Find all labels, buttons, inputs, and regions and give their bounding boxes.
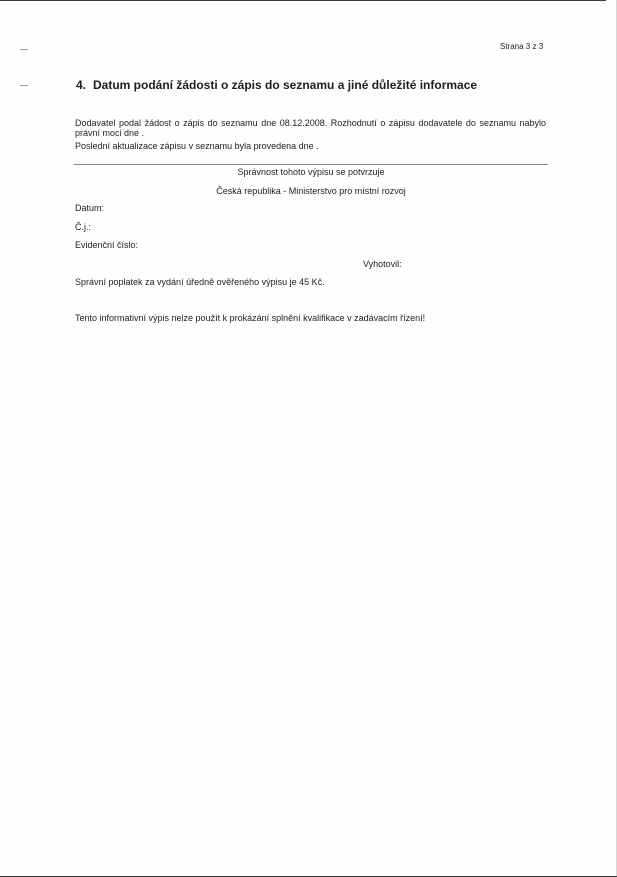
section-heading [76, 78, 477, 92]
date-label: Datum: [75, 203, 105, 213]
scan-margin-mark [20, 85, 28, 86]
page-number: Strana 3 z 3 [500, 42, 544, 51]
qualification-notice: Tento informativní výpis nelze použít k prokázání splnění kvalifikace v zadávacím řízení! [75, 313, 426, 323]
last-update-paragraph: Poslední aktualizace zápisu v seznamu byla provedena dne . [75, 141, 319, 151]
section-number: 4. [76, 78, 87, 92]
reference-label: Č.j.: [75, 222, 92, 232]
fee-notice: Správní poplatek za vydání úředně ověřeného výpisu je 45 Kč. [75, 277, 325, 287]
scan-margin-mark [20, 49, 28, 50]
separator-line [74, 164, 548, 165]
application-paragraph: Dodavatel podal žádost o zápis do seznamu dne 08.12.2008. Rozhodnutí o zápisu dodavatele do seznamu nabylo právní moci dne . [75, 118, 546, 138]
certification-heading: Správnost tohoto výpisu se potvrzuje [237, 167, 385, 177]
scan-edge-top [0, 0, 606, 1]
prepared-by-label: Vyhotovil: [363, 259, 402, 269]
certification-authority: Česká republika - Ministerstvo pro místní rozvoj [216, 186, 406, 196]
section-title: Datum podání žádosti o zápis do seznamu a jiné důležité informace [93, 78, 478, 92]
record-number-label: Evidenční číslo: [75, 240, 139, 250]
